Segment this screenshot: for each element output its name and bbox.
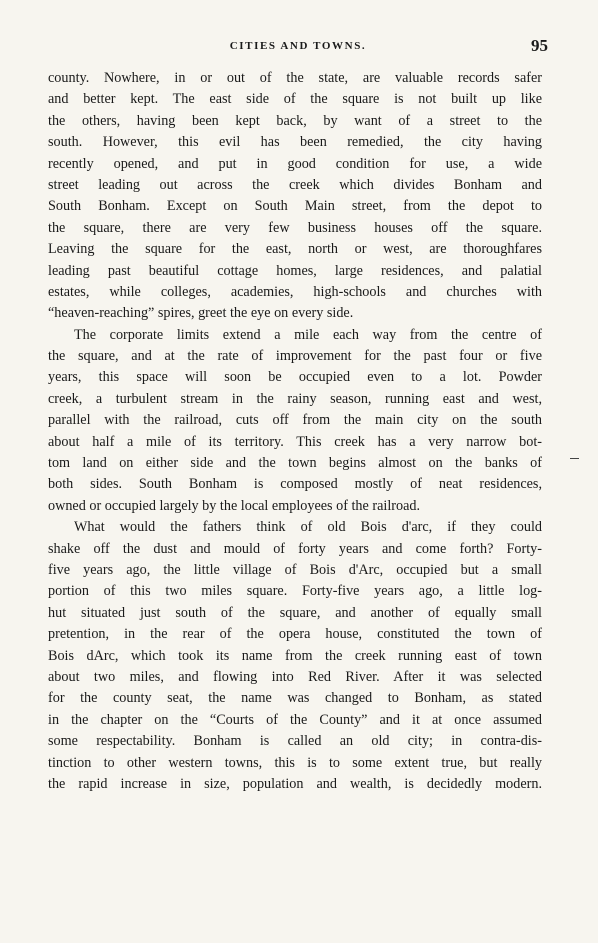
body-text xyxy=(48,68,542,795)
running-head: CITIES AND TOWNS. xyxy=(229,40,367,52)
text-line: “heaven-reaching” spires, greet the eye on every side. xyxy=(48,305,354,322)
text-line: five years ago, the little village of Bois d'Arc, occupied but a small xyxy=(48,561,542,578)
text-line: about two miles, and flowing into Red River. After it was selected xyxy=(48,668,542,685)
text-line: The corporate limits extend a mile each way from the centre of xyxy=(74,326,542,343)
text-line: for the county seat, the name was changed to Bonham, as stated xyxy=(48,690,542,707)
text-line: and better kept. The east side of the square is not built up like xyxy=(48,91,542,108)
text-line: leading past beautiful cottage homes, large residences, and palatial xyxy=(48,262,542,279)
text-line: estates, while colleges, academies, high-schools and churches with xyxy=(48,283,542,300)
text-line: in the chapter on the “Courts of the County” and it at once assumed xyxy=(48,711,542,728)
text-line: street leading out across the creek which divides Bonham and xyxy=(48,176,542,193)
text-line: Leaving the square for the east, north or west, are thoroughfares xyxy=(48,241,542,258)
text-line: south. However, this evil has been remedied, the city having xyxy=(48,134,542,151)
text-line: creek, a turbulent stream in the rainy season, running east and west, xyxy=(48,390,542,407)
text-line: the square, there are very few business houses off the square. xyxy=(48,219,542,236)
text-line: both sides. South Bonham is composed mostly of neat residences, xyxy=(48,476,542,493)
text-line: some respectability. Bonham is called an old city; in contra-dis- xyxy=(48,733,542,750)
text-line: recently opened, and put in good condition for use, a wide xyxy=(48,155,542,172)
page-header xyxy=(48,36,548,56)
text-line: county. Nowhere, in or out of the state, are valuable records safer xyxy=(48,70,542,86)
text-line: shake off the dust and mould of forty years and come forth? Forty- xyxy=(48,540,542,557)
text-line: tom land on either side and the town begins almost on the banks of xyxy=(48,455,542,472)
text-line: What would the fathers think of old Bois d'arc, if they could xyxy=(74,519,542,536)
text-line: South Bonham. Except on South Main street, from the depot to xyxy=(48,198,542,215)
text-line: owned or occupied largely by the local employees of the railroad. xyxy=(48,497,421,514)
text-line: years, this space will soon be occupied even to a lot. Powder xyxy=(48,369,542,386)
text-line: tinction to other western towns, this is to some extent true, but really xyxy=(48,754,542,771)
text-line: parallel with the railroad, cuts off from the main city on the south xyxy=(48,412,542,429)
text-line: pretention, in the rear of the opera house, constituted the town of xyxy=(48,626,542,643)
text-line: the others, having been kept back, by want of a street to the xyxy=(48,112,542,129)
text-line: the square, and at the rate of improvement for the past four or five xyxy=(48,348,542,365)
margin-mark xyxy=(570,458,579,459)
text-line: about half a mile of its territory. This creek has a very narrow bot- xyxy=(48,433,542,450)
text-line: hut situated just south of the square, and another of equally small xyxy=(48,604,542,621)
text-line: Bois dArc, which took its name from the creek running east of town xyxy=(48,647,542,664)
page-number: 95 xyxy=(531,36,548,55)
text-line: the rapid increase in size, population and wealth, is decidedly modern. xyxy=(48,775,542,792)
text-line: portion of this two miles square. Forty-five years ago, a little log- xyxy=(48,583,542,600)
